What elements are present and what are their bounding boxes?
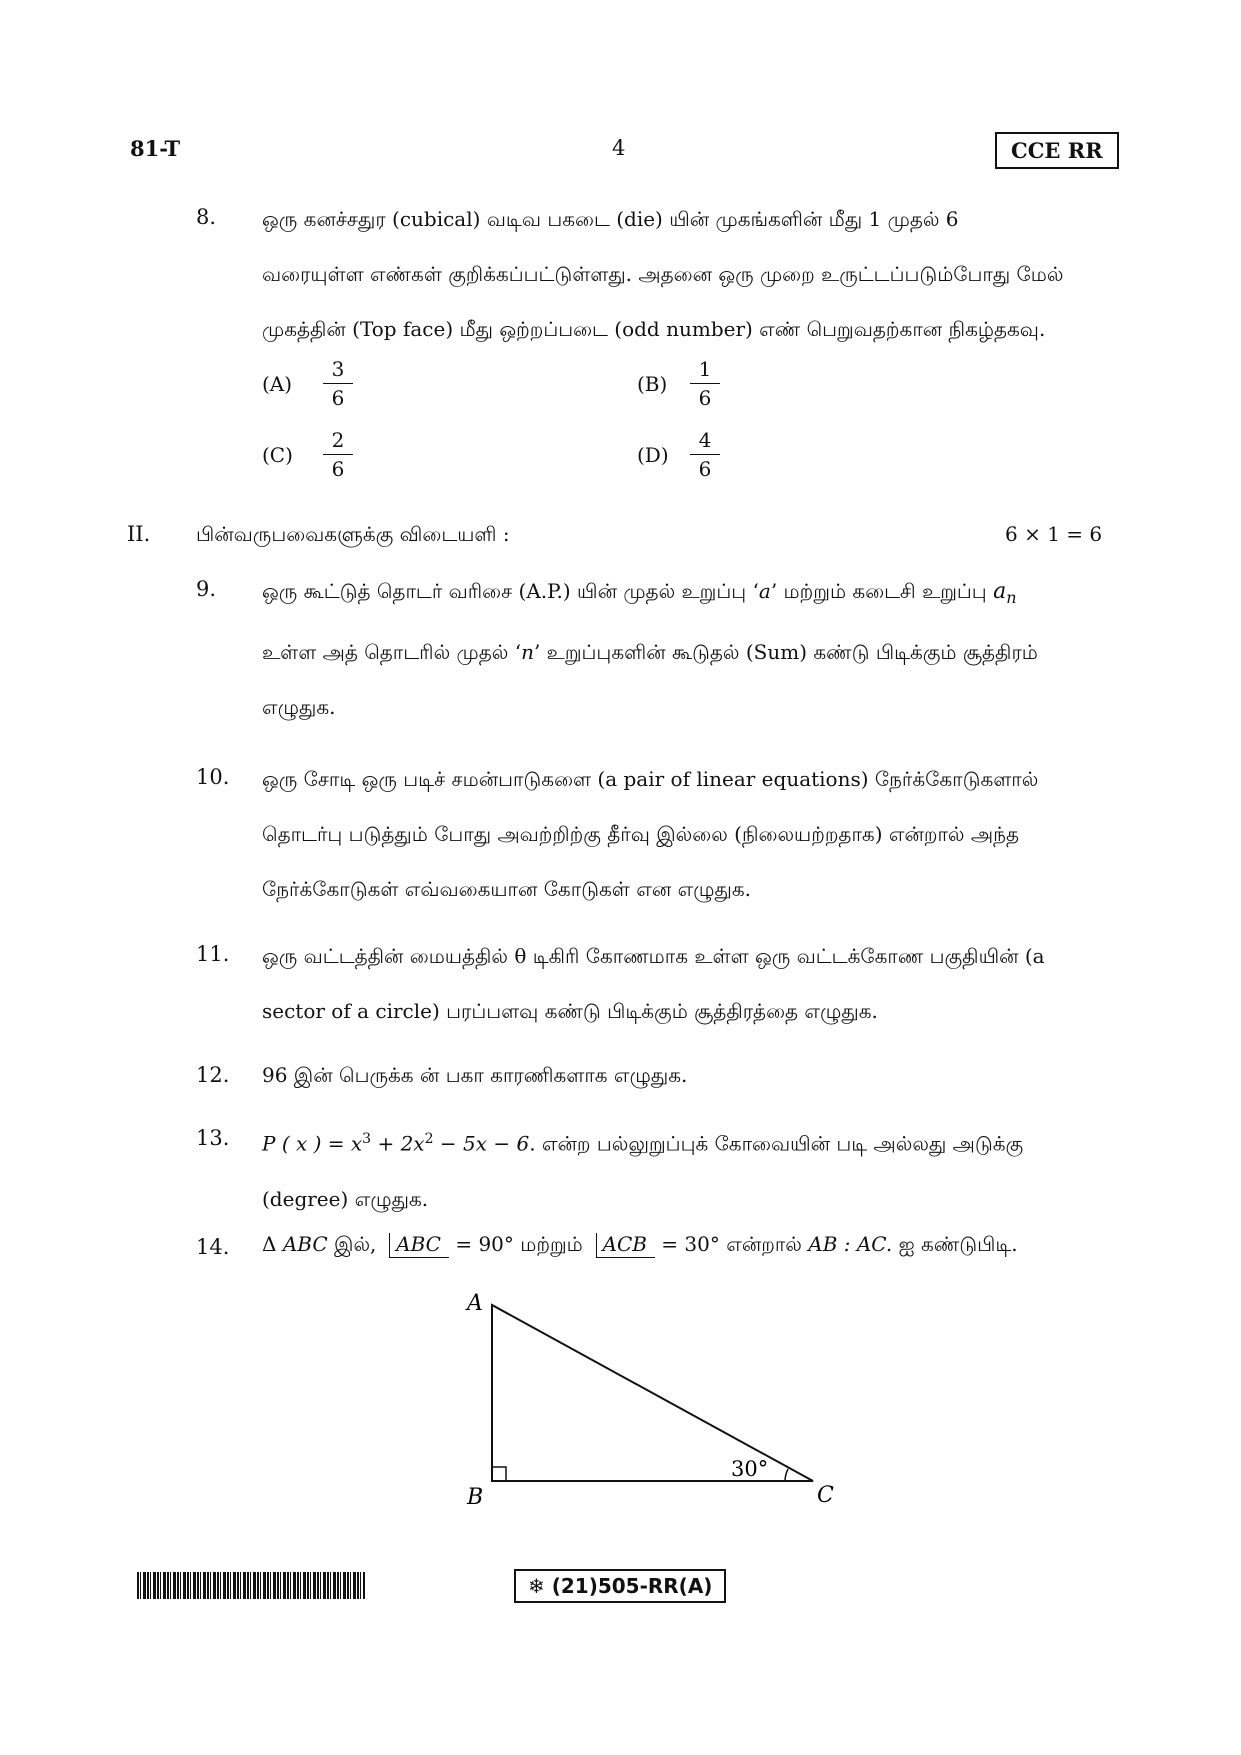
option-d-fraction: $\frac{4}{6}$ xyxy=(690,427,720,483)
paper-code: 81-T xyxy=(130,136,181,161)
right-angle-mark xyxy=(492,1467,506,1481)
option-c-fraction: $\frac{2}{6}$ xyxy=(323,427,353,483)
triangle-abc xyxy=(492,1305,813,1481)
question-number: 9. xyxy=(196,577,217,601)
question-number: 10. xyxy=(196,765,230,789)
vertex-b-label: B xyxy=(467,1485,484,1510)
question-8-text: ஒரு கனச்சதுர (cubical) வடிவ பகடை (die) யின் முகங்களின் மீது 1 முதல் 6 வரையுள்ள எண்கள் குறிக்கப்பட்டுள்ளது. அதனை ஒரு முறை உருட்டப்படும்போது மேல் முகத்தின் (Top face) மீது ஒற்றப்படை (odd number) எண் பெறுவதற்கான நிகழ்தகவு. xyxy=(262,207,1064,341)
vertex-a-label: A xyxy=(467,1291,483,1316)
section-number: II. xyxy=(127,522,151,546)
option-d-label: (D) xyxy=(637,443,669,467)
section-marks: 6 × 1 = 6 xyxy=(1005,522,1103,546)
triangle-figure xyxy=(455,1280,855,1520)
footer-code-box: ❄ (21)505-RR(A) xyxy=(514,1569,726,1603)
option-b-fraction: $\frac{1}{6}$ xyxy=(690,356,720,412)
question-number: 8. xyxy=(196,205,217,229)
vertex-c-label: C xyxy=(817,1483,834,1508)
question-9-text: ஒரு கூட்டுத் தொடர் வரிசை (A.P.) யின் முதல் உறுப்பு ‘a’ மற்றும் கடைசி உறுப்பு $a_n$ உள்ள அத் தொடரில் முதல் ‘n’ உறுப்புகளின் கூடுதல் (Sum) கண்டு பிடிக்கும் சூத்திரம் எழுதுக. xyxy=(262,579,1038,719)
question-number: 14. xyxy=(196,1235,230,1259)
option-a-fraction: $\frac{3}{6}$ xyxy=(323,356,353,412)
page-number: 4 xyxy=(612,136,626,160)
angle-30-label: 30° xyxy=(731,1457,769,1481)
option-a-label: (A) xyxy=(262,372,293,396)
question-number: 11. xyxy=(196,942,230,966)
angle-arc xyxy=(785,1469,788,1481)
question-number: 12. xyxy=(196,1063,230,1087)
question-13-text: P ( x ) = $x^3 + 2x^2 - 5x - 6$. என்ற பல்லுறுப்புக் கோவையின் படி அல்லது அடுக்கு (degree) எழுதுக. xyxy=(262,1131,1024,1211)
barcode xyxy=(137,1572,365,1599)
option-c-label: (C) xyxy=(262,443,293,467)
angle-acb: ACB xyxy=(596,1233,655,1258)
section-title: பின்வருபவைகளுக்கு விடையளி : xyxy=(196,522,510,546)
question-10-text: ஒரு சோடி ஒரு படிச் சமன்பாடுகளை (a pair of linear equations) நேர்க்கோடுகளால் தொடர்பு படுத்தும் போது அவற்றிற்கு தீர்வு இல்லை (நிலையற்றதாக) என்றால் அந்த நேர்க்கோடுகள் எவ்வகையான கோடுகள் என எழுதுக. xyxy=(262,767,1039,901)
angle-abc: ABC xyxy=(389,1233,449,1258)
question-11-text: ஒரு வட்டத்தின் மையத்தில் θ டிகிரி கோணமாக உள்ள ஒரு வட்டக்கோண பகுதியின் (a sector of a circle) பரப்பளவு கண்டு பிடிக்கும் சூத்திரத்தை எழுதுக. xyxy=(262,944,1045,1023)
option-b-label: (B) xyxy=(637,372,668,396)
question-number: 13. xyxy=(196,1126,230,1150)
question-14-text: Δ ABC இல், ABC = 90° மற்றும் ACB = 30° என்றால் AB : AC. ஐ கண்டுபிடி. xyxy=(262,1232,1018,1256)
question-12-text: 96 இன் பெருக்க ன் பகா காரணிகளாக எழுதுக. xyxy=(262,1063,688,1087)
exam-code-box: CCE RR xyxy=(995,132,1119,169)
